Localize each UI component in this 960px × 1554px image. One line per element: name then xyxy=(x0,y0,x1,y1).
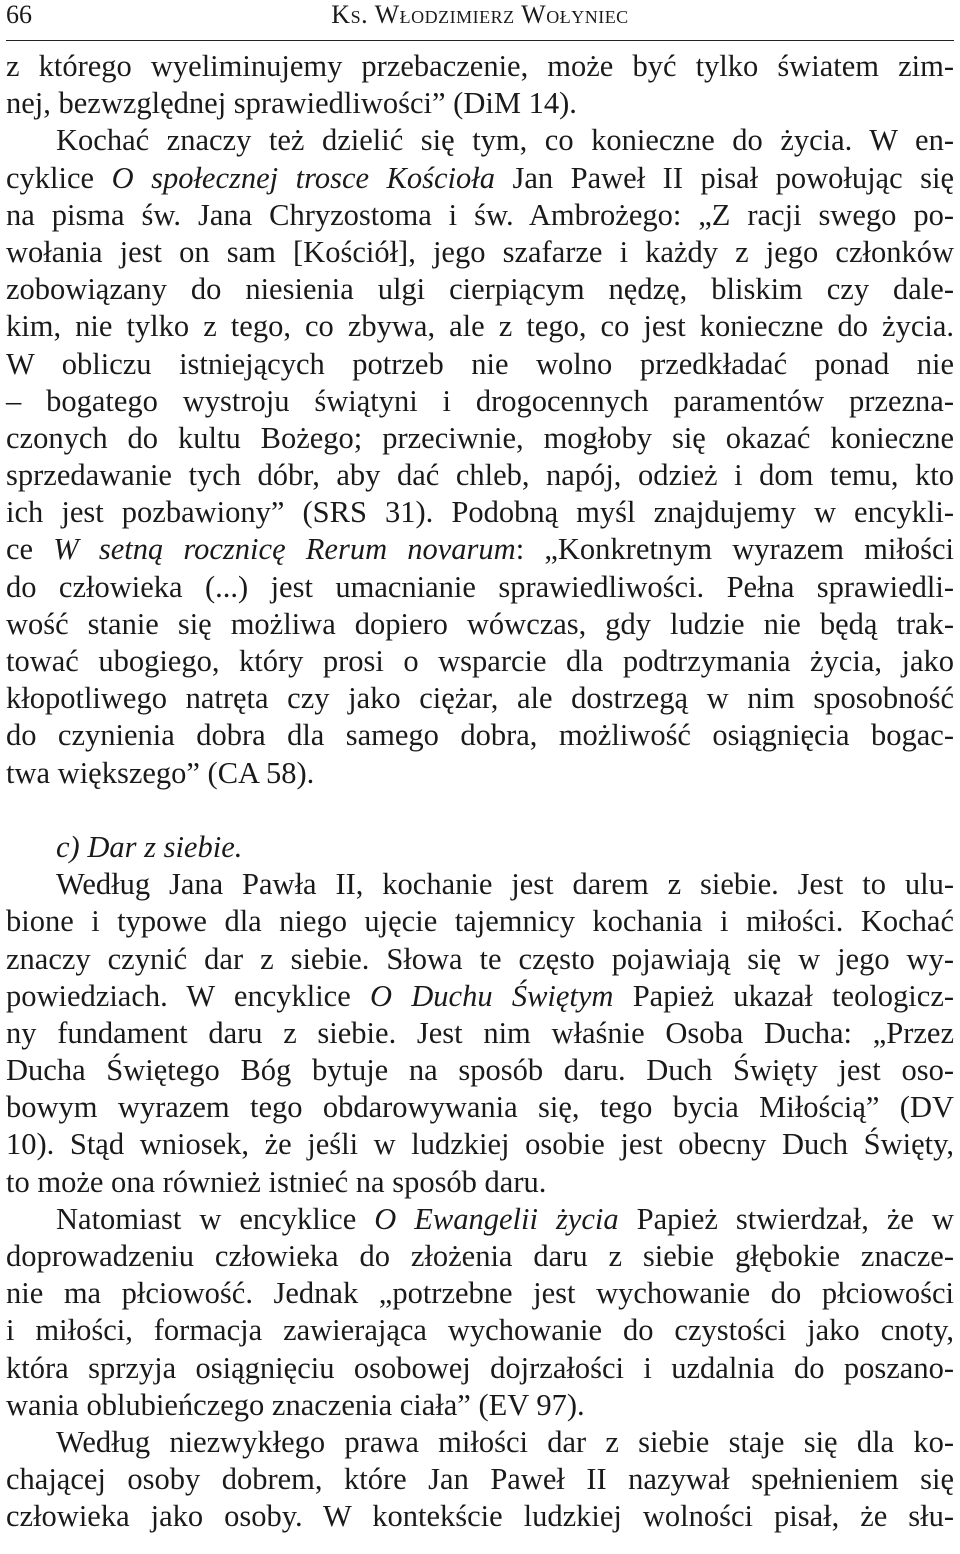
text-line: do czynienia dobra dla samego dobra, możliwość osiągnięcia bogac- xyxy=(6,718,954,753)
text-line: bione i typowe dla niego ujęcie tajemnicy kochania i miłości. Kochać xyxy=(6,904,954,939)
italic-title: O Duchu Świętym xyxy=(370,978,614,1013)
text-segment: Natomiast w encyklice xyxy=(56,1201,375,1236)
running-head-author: Ks. Włodzimierz Wołyniec xyxy=(331,0,629,29)
text-line xyxy=(6,1201,954,1238)
text-segment: Papież stwierdzał, że w xyxy=(618,1201,954,1236)
text-line: zobowiązany do niesienia ulgi cierpiącym nędzę, bliskim czy dale- xyxy=(6,272,954,307)
text-segment: : „Konkretnym wyrazem miłości xyxy=(515,532,954,567)
header-rule xyxy=(6,40,954,41)
italic-title: O Ewangelii życia xyxy=(374,1201,619,1236)
text-line: Według niezwykłego prawa miłości dar z siebie staje się dla ko- xyxy=(56,1424,954,1459)
text-line xyxy=(6,829,954,866)
text-line xyxy=(6,160,954,197)
text-line: Kochać znaczy też dzielić się tym, co konieczne do życia. W en- xyxy=(56,123,954,158)
text-line: kim, nie tylko z tego, co zbywa, ale z tego, co jest konieczne do życia. xyxy=(6,309,954,344)
text-line: wość stanie się możliwa dopiero wówczas, gdy ludzie nie będą trak- xyxy=(6,606,954,641)
text-line: sprzedawanie tych dóbr, aby dać chleb, napój, odzież i dom temu, kto xyxy=(6,458,954,493)
text-segment: Jan Paweł II pisał powołując się xyxy=(494,160,954,195)
text-line: Według Jana Pawła II, kochanie jest darem z siebie. Jest to ulu- xyxy=(56,867,954,902)
text-segment: ce xyxy=(6,532,54,567)
page-number: 66 xyxy=(6,0,32,29)
text-line: nie ma płciowość. Jednak „potrzebne jest wychowanie do płciowości xyxy=(6,1276,954,1311)
text-line: nej, bezwzględnej sprawiedliwości” (DiM 14). xyxy=(6,86,577,121)
italic-title: O społecznej trosce Kościoła xyxy=(111,160,495,195)
text-line: ny fundament daru z siebie. Jest nim właśnie Osoba Ducha: „Przez xyxy=(6,1015,954,1050)
text-line: do człowieka (...) jest umacnianie sprawiedliwości. Pełna sprawiedli- xyxy=(6,569,954,604)
text-line: to może ona również istnieć na sposób daru. xyxy=(6,1164,547,1199)
text-line: tować ubogiego, który prosi o wsparcie dla podtrzymania życia, jako xyxy=(6,644,954,678)
text-line xyxy=(6,978,954,1015)
text-line: ich jest pozbawiony” (SRS 31). Podobną myśl znajdujemy w encykli- xyxy=(6,495,954,530)
text-line xyxy=(6,531,954,568)
text-line: kłopotliwego natręta czy jako ciężar, ale dostrzegą w nim sposobność xyxy=(6,681,954,716)
text-segment: cyklice xyxy=(6,160,112,195)
text-line: bowym wyrazem tego obdarowywania się, tego bycia Miłością” (DV xyxy=(6,1090,954,1125)
text-segment: powiedziach. W encyklice xyxy=(6,978,370,1013)
text-line: z którego wyeliminujemy przebaczenie, może być tylko światem zim- xyxy=(6,49,954,83)
body-text xyxy=(6,48,954,1536)
italic-title: W setną rocznicę Rerum novarum xyxy=(53,532,516,567)
running-header xyxy=(6,0,954,30)
text-line: znaczy czynić dar z siebie. Słowa te często pojawiają się w jego wy- xyxy=(6,941,954,976)
paragraph-gap xyxy=(6,792,954,829)
text-line: wołania jest on sam [Kościół], jego szafarze i każdy z jego członków xyxy=(6,234,954,269)
text-line: chającej osoby dobrem, które Jan Paweł II nazywał spełnieniem się xyxy=(6,1462,954,1497)
text-line: W obliczu istniejących potrzeb nie wolno przedkładać ponad nie xyxy=(6,346,954,381)
text-line: Ducha Świętego Bóg bytuje na sposób daru. Duch Święty jest oso- xyxy=(6,1053,954,1088)
italic-title: c) Dar z siebie. xyxy=(56,829,243,864)
text-line: doprowadzeniu człowieka do złożenia daru z siebie głębokie znacze- xyxy=(6,1239,954,1273)
text-segment: Papież ukazał teologicz- xyxy=(613,978,955,1013)
text-line: i miłości, formacja zawierająca wychowanie do czystości jako cnoty, xyxy=(6,1313,954,1348)
text-line: czonych do kultu Bożego; przeciwnie, mogłoby się okazać konieczne xyxy=(6,420,954,455)
text-line: która sprzyja osiągnięciu osobowej dojrzałości i uzdalnia do poszano- xyxy=(6,1350,954,1385)
text-line: – bogatego wystroju świątyni i drogocennych paramentów przezna- xyxy=(6,383,954,418)
text-line: na pisma św. Jana Chryzostoma i św. Ambrożego: „Z racji swego po- xyxy=(6,197,954,232)
text-line: 10). Stąd wniosek, że jeśli w ludzkiej osobie jest obecny Duch Święty, xyxy=(6,1127,954,1162)
text-line: wania oblubieńczego znaczenia ciała” (EV 97). xyxy=(6,1387,585,1422)
text-line: twa większego” (CA 58). xyxy=(6,755,315,790)
text-line: człowieka jako osoby. W kontekście ludzkiej wolności pisał, że słu- xyxy=(6,1499,954,1534)
